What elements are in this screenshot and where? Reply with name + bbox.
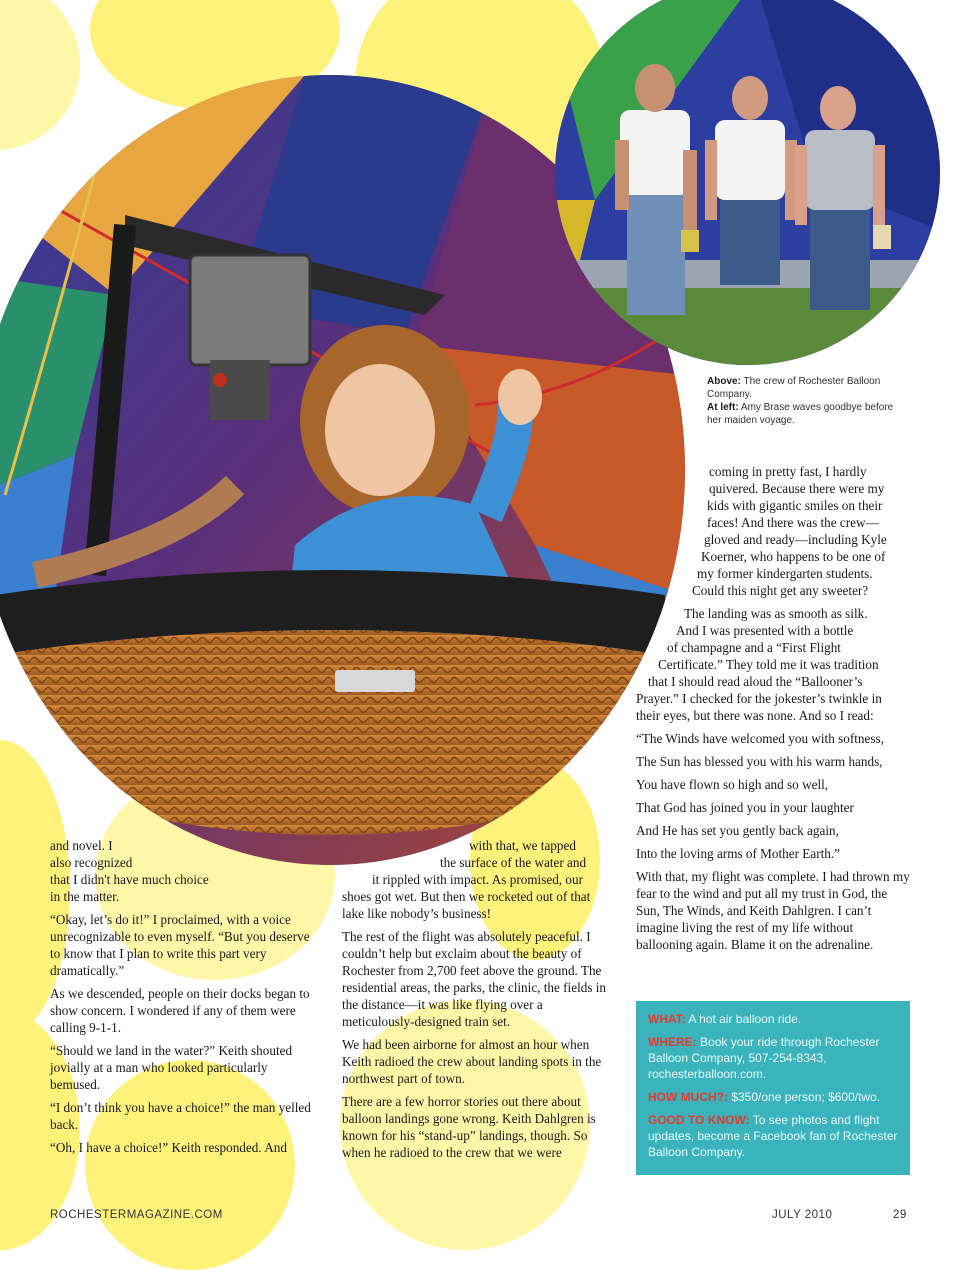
middle-paragraph-2: The rest of the flight was absolutely peaceful. I couldn’t help but exclaim about the beauty of Rochester from 2,700 feet above the ground. The residential areas, the parks, the clinic, the fields in the distance—it was like flying over a meticulously-designed train set. bbox=[342, 929, 607, 1029]
text-line: And I was presented with a bottle bbox=[676, 623, 854, 638]
info-where bbox=[648, 1034, 898, 1082]
info-how-much-label: HOW MUCH?: bbox=[648, 1090, 728, 1104]
info-where-label: WHERE: bbox=[648, 1035, 697, 1049]
footer-date: JULY 2010 bbox=[772, 1209, 833, 1221]
caption-above-label: Above: bbox=[707, 376, 741, 387]
text-line: coming in pretty fast, I hardly bbox=[709, 464, 867, 479]
middle-paragraph-3: We had been airborne for almost an hour when Keith radioed the crew about landing spots in the northwest part of town. bbox=[342, 1037, 602, 1086]
info-where-text: Book your ride through Rochester Balloon Company, 507-254-8343, rochesterballoon.com. bbox=[648, 1035, 880, 1081]
text-line: their eyes, but there was none. And so I read: bbox=[636, 708, 874, 723]
info-what-text: A hot air balloon ride. bbox=[688, 1012, 802, 1026]
middle-paragraph-1 bbox=[342, 837, 614, 922]
info-good-text: To see photos and flight updates, become a Facebook fan of Rochester Balloon Company. bbox=[648, 1113, 898, 1159]
left-paragraph-5: “I don’t think you have a choice!” the man yelled back. bbox=[50, 1100, 311, 1132]
left-paragraph-4: “Should we land in the water?” Keith shouted jovially at a man who looked particularly bemused. bbox=[50, 1043, 293, 1092]
text-line: lake like nobody’s business! bbox=[342, 906, 492, 921]
poem-line: “The Winds have welcomed you with softness, bbox=[636, 731, 884, 746]
right-paragraph-2 bbox=[636, 605, 910, 724]
info-how-much bbox=[648, 1089, 898, 1105]
page-number: 29 bbox=[893, 1209, 907, 1221]
left-column bbox=[50, 837, 318, 1162]
middle-column bbox=[342, 837, 614, 1167]
poem-line: The Sun has blessed you with his warm hands, bbox=[636, 754, 883, 769]
text-line: in the matter. bbox=[50, 889, 120, 904]
text-line: Could this night get any sweeter? bbox=[692, 583, 869, 598]
poem-line: That God has joined you in your laughter bbox=[636, 800, 854, 815]
text-line: that I should read aloud the “Ballooner’s bbox=[648, 674, 863, 689]
left-paragraph-6: “Oh, I have a choice!” Keith responded. And bbox=[50, 1140, 287, 1155]
right-paragraph-3: With that, my flight was complete. I had thrown my fear to the wind and put all my trust in God, the Sun, The Winds, and Keith Dahlgren. I can’t imagine living the rest of my life without ballooning again. Blame it on the adrenaline. bbox=[636, 869, 910, 952]
text-line: quivered. Because there were my bbox=[709, 481, 885, 496]
right-column bbox=[636, 463, 910, 959]
balloon-crew-photo bbox=[555, 0, 940, 365]
left-paragraph-1 bbox=[50, 837, 318, 905]
poem-line: You have flown so high and so well, bbox=[636, 777, 829, 792]
info-what-label: WHAT: bbox=[648, 1012, 686, 1026]
info-what bbox=[648, 1011, 898, 1027]
info-box bbox=[636, 1001, 910, 1175]
text-line: Certificate.” They told me it was tradition bbox=[658, 657, 879, 672]
info-good-to-know bbox=[648, 1112, 898, 1160]
poem-line: And He has set you gently back again, bbox=[636, 823, 839, 838]
text-line: with that, we tapped bbox=[469, 838, 576, 853]
crew-photo bbox=[555, 0, 940, 365]
text-line: faces! And there was the crew— bbox=[707, 515, 879, 530]
caption-left-label: At left: bbox=[707, 402, 739, 413]
left-paragraph-2: “Okay, let’s do it!” I proclaimed, with a voice unrecognizable to even myself. “But you deserve to know that I plan to write this part very dramatically.” bbox=[50, 912, 310, 978]
text-line: that I didn't have much choice bbox=[50, 872, 209, 887]
ballooners-prayer bbox=[636, 730, 910, 862]
info-good-label: GOOD TO KNOW: bbox=[648, 1113, 750, 1127]
caption-above-text: The crew of Rochester Balloon Company. bbox=[707, 376, 881, 400]
middle-paragraph-4: There are a few horror stories out there about balloon landings gone wrong. Keith Dahlgren is known for his “stand-up” landings, though. So when he radioed to the crew that we were bbox=[342, 1094, 596, 1160]
text-line: shoes got wet. But then we rocketed out of that bbox=[342, 889, 591, 904]
info-how-much-text: $350/one person; $600/two. bbox=[731, 1090, 881, 1104]
text-line: gloved and ready—including Kyle bbox=[704, 532, 887, 547]
text-line: the surface of the water and bbox=[440, 855, 587, 870]
footer-site: ROCHESTERMAGAZINE.COM bbox=[50, 1209, 223, 1221]
text-line: The landing was as smooth as silk. bbox=[684, 606, 868, 621]
text-line: also recognized bbox=[50, 855, 133, 870]
decor-circle bbox=[0, 0, 80, 150]
poem-line: Into the loving arms of Mother Earth.” bbox=[636, 846, 840, 861]
right-paragraph-1 bbox=[636, 463, 910, 599]
text-line: it rippled with impact. As promised, our bbox=[372, 872, 583, 887]
text-line: kids with gigantic smiles on their bbox=[707, 498, 883, 513]
text-line: of champagne and a “First Flight bbox=[667, 640, 841, 655]
caption-left-text: Amy Brase waves goodbye before her maiden voyage. bbox=[707, 402, 894, 426]
left-paragraph-3: As we descended, people on their docks began to show concern. I wondered if any of them were calling 9-1-1. bbox=[50, 986, 310, 1035]
photo-caption bbox=[707, 375, 907, 427]
text-line: my former kindergarten students. bbox=[697, 566, 873, 581]
text-line: Koerner, who happens to be one of bbox=[701, 549, 886, 564]
text-line: Prayer.” I checked for the jokester’s twinkle in bbox=[636, 691, 882, 706]
text-line: and novel. I bbox=[50, 838, 113, 853]
